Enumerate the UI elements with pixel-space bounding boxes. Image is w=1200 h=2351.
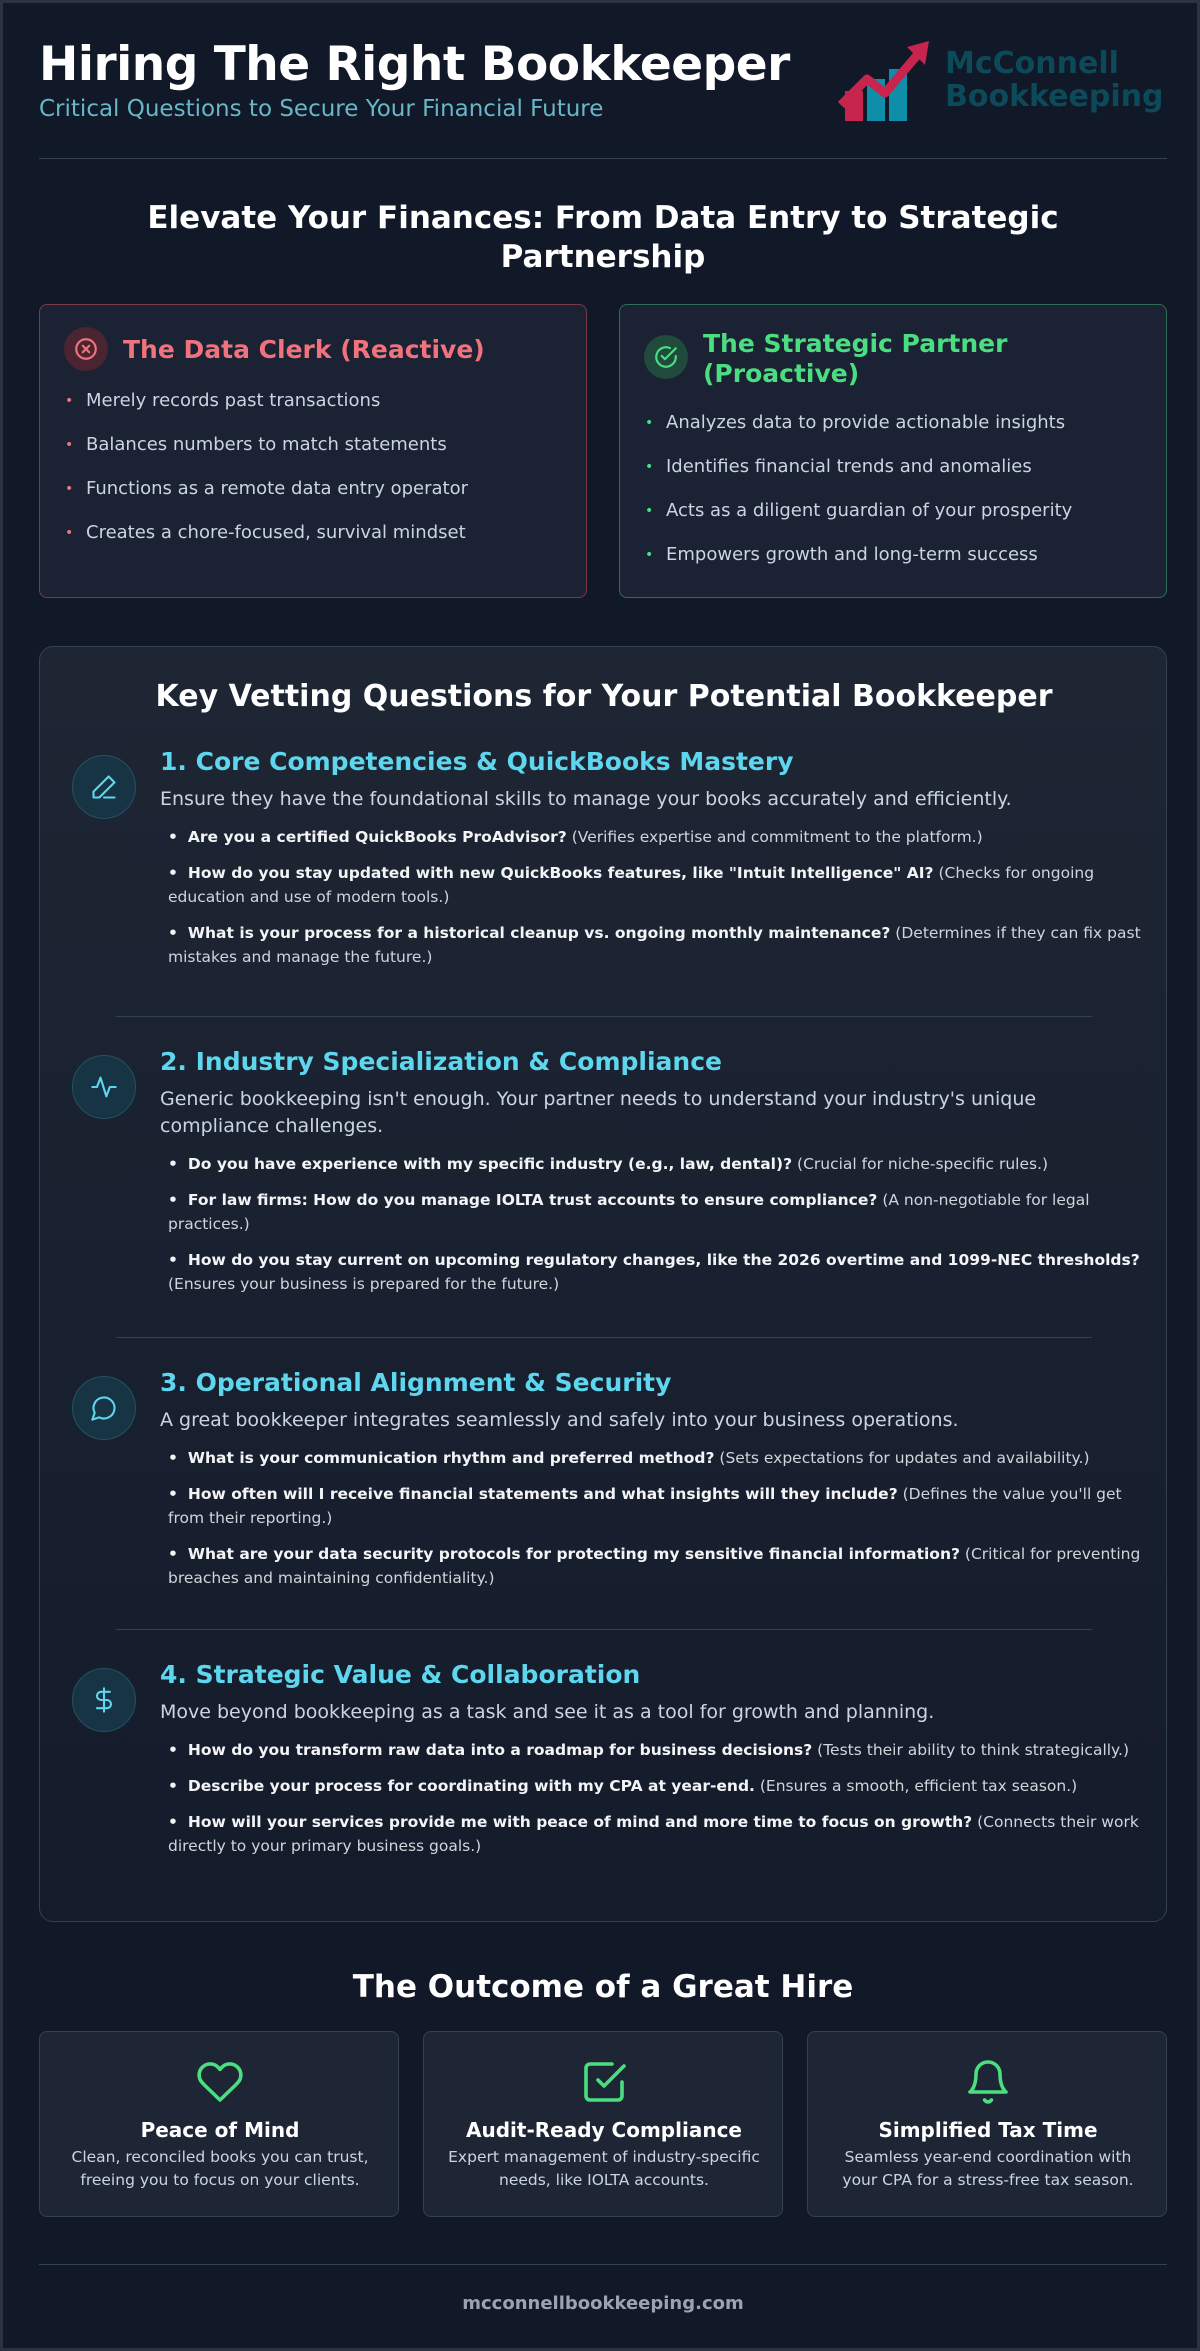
strategic-partner-card (619, 304, 1167, 598)
page-content (39, 3, 1167, 2314)
question-item: • What is your process for a historical cleanup vs. ongoing monthly maintenance? (Determines if they can fix past mistakes and manage the future.) (168, 924, 1141, 966)
outcome-card-peace-of-mind (39, 2031, 399, 2217)
page-title: Hiring The Right Bookkeeper (39, 37, 790, 92)
section-title: 1. Core Competencies & QuickBooks Mastery (160, 747, 794, 776)
section-divider (116, 1016, 1092, 1017)
logo-chart-icon (837, 39, 937, 125)
question-item: • How do you transform raw data into a roadmap for business decisions? (Tests their ability to think strategically.) (168, 1741, 1129, 1759)
vetting-questions-title: Key Vetting Questions for Your Potential Bookkeeper (155, 679, 1053, 714)
list-item: • Analyzes data to provide actionable insights (645, 412, 1066, 433)
question-list (168, 1446, 1148, 1602)
header (39, 3, 1167, 159)
list-item: • Functions as a remote data entry operator (65, 478, 469, 499)
outcome-card-audit-ready (423, 2031, 783, 2217)
footer-divider (39, 2264, 1167, 2265)
question-item: • How do you stay updated with new QuickBooks features, like "Intuit Intelligence" AI? (Checks for ongoing education and use of modern tools.) (168, 864, 1095, 906)
outcome-card-text: Clean, reconciled books you can trust, freeing you to focus on your clients. (71, 2148, 369, 2189)
section-description: Ensure they have the foundational skills to manage your books accurately and efficiently. (160, 788, 1012, 810)
question-item: • What are your data security protocols for protecting my sensitive financial information? (Critical for preventing breaches and maintaining confidentiality.) (168, 1545, 1141, 1587)
section-description: Move beyond bookkeeping as a task and see it as a tool for growth and planning. (160, 1701, 935, 1723)
bell-icon (964, 2058, 1012, 2106)
logo-text-line1: McConnell (945, 46, 1119, 81)
check-circle-icon (644, 335, 688, 379)
check-square-icon (580, 2058, 628, 2106)
strategic-partner-title: The Strategic Partner (Proactive) (703, 329, 1008, 388)
vetting-questions-panel (39, 646, 1167, 1922)
list-item: • Merely records past transactions (65, 390, 381, 411)
page-subtitle: Critical Questions to Secure Your Financial Future (39, 96, 604, 122)
section-title: 3. Operational Alignment & Security (160, 1368, 672, 1397)
list-item: • Balances numbers to match statements (65, 434, 447, 455)
x-circle-icon (64, 327, 108, 371)
question-item: • How often will I receive financial statements and what insights will they include? (Defines the value you'll get from their reporting.) (168, 1485, 1122, 1527)
outcome-card-title: Audit-Ready Compliance (466, 2118, 742, 2142)
data-clerk-list (62, 389, 468, 565)
chat-bubble-icon (72, 1376, 136, 1440)
question-item: • Describe your process for coordinating with my CPA at year-end. (Ensures a smooth, efficient tax season.) (168, 1777, 1078, 1795)
question-list (168, 825, 1148, 981)
outcome-title: The Outcome of a Great Hire (352, 1969, 854, 2005)
outcome-card-title: Peace of Mind (140, 2118, 300, 2142)
logo-text (945, 47, 1163, 113)
footer-website-link[interactable]: mcconnellbookkeeping.com (462, 2293, 744, 2314)
pencil-icon (72, 755, 136, 819)
outcome-card-title: Simplified Tax Time (878, 2118, 1098, 2142)
section-divider (116, 1629, 1092, 1630)
section-description: A great bookkeeper integrates seamlessly and safely into your business operations. (160, 1409, 959, 1431)
activity-icon (72, 1055, 136, 1119)
data-clerk-title: The Data Clerk (Reactive) (123, 335, 485, 364)
question-list (168, 1738, 1148, 1870)
question-item: • Do you have experience with my specific industry (e.g., law, dental)? (Crucial for niche-specific rules.) (168, 1155, 1049, 1173)
question-item: • How do you stay current on upcoming regulatory changes, like the 2026 overtime and 1099-NEC thresholds? (Ensures your business is prepared for the future.) (168, 1251, 1140, 1293)
dollar-sign-icon (72, 1668, 136, 1732)
outcome-card-text: Expert management of industry-specific needs, like IOLTA accounts. (448, 2148, 760, 2189)
comparison-title: Elevate Your Finances: From Data Entry to Strategic Partnership (147, 200, 1059, 275)
logo-text-line2: Bookkeeping (945, 79, 1164, 114)
section-description: Generic bookkeeping isn't enough. Your partner needs to understand your industry's unique compliance challenges. (160, 1088, 1037, 1137)
list-item: • Acts as a diligent guardian of your prosperity (645, 500, 1073, 521)
heart-icon (196, 2058, 244, 2106)
question-item: • How will your services provide me with peace of mind and more time to focus on growth? (Connects their work directly to your primary business goals.) (168, 1813, 1139, 1855)
strategic-partner-list (642, 411, 1072, 587)
company-logo (837, 39, 1167, 125)
question-item: • For law firms: How do you manage IOLTA trust accounts to ensure compliance? (A non-negotiable for legal practices.) (168, 1191, 1090, 1233)
list-item: • Creates a chore-focused, survival mindset (65, 522, 466, 543)
data-clerk-card (39, 304, 587, 598)
section-title: 4. Strategic Value & Collaboration (160, 1660, 641, 1689)
section-divider (116, 1337, 1092, 1338)
list-item: • Empowers growth and long-term success (645, 544, 1038, 565)
outcome-card-tax-time (807, 2031, 1167, 2217)
outcome-card-text: Seamless year-end coordination with your CPA for a stress-free tax season. (842, 2148, 1134, 2189)
section-title: 2. Industry Specialization & Compliance (160, 1047, 722, 1076)
question-item: • Are you a certified QuickBooks ProAdvisor? (Verifies expertise and commitment to the platform.) (168, 828, 983, 846)
list-item: • Identifies financial trends and anomalies (645, 456, 1032, 477)
question-item: • What is your communication rhythm and preferred method? (Sets expectations for updates and availability.) (168, 1449, 1090, 1467)
question-list (168, 1152, 1148, 1308)
